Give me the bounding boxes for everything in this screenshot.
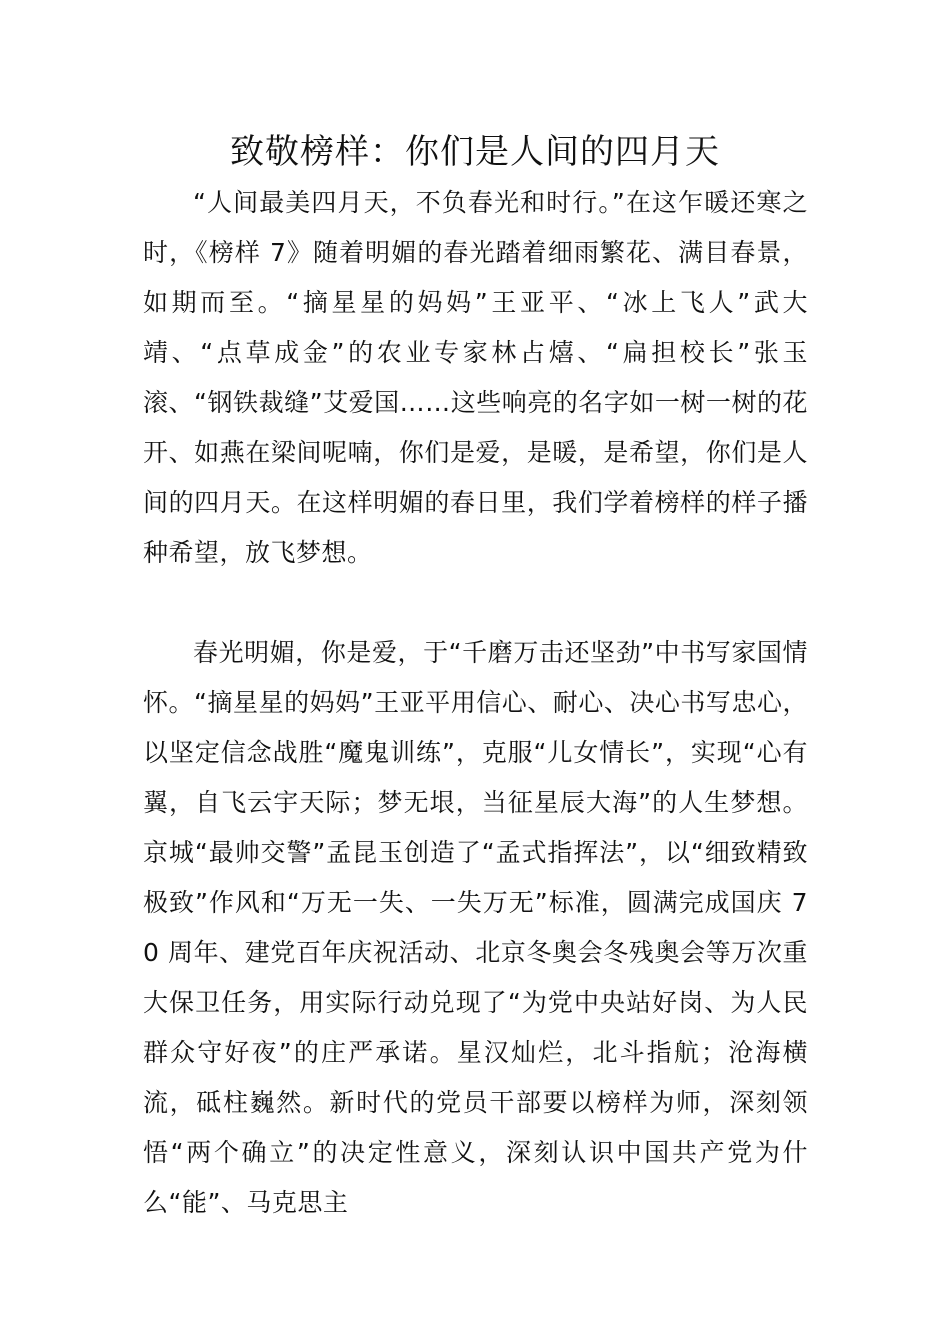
document-title: 致敬榜样：你们是人间的四月天 xyxy=(230,132,720,172)
paragraph-2: 春光明媚，你是爱，于“千磨万击还坚劲”中书写家国情怀。“摘星星的妈妈”王亚平用信心、耐心、决心书写忠心，以坚定信念战胜“魔鬼训练”，克服“儿女情长”，实现“心有翼，自飞云宇天际；梦无垠，当征星辰大海”的人生梦想。京城“最帅交警”孟昆玉创造了“孟式指挥法”，以“细致精致极致”作风和“万无一失、一失万无”标准，圆满完成国庆 70 周年、建党百年庆祝活动、北京冬奥会冬残奥会等万次重大保卫任务，用实际行动兑现了“为党中央站好岗、为人民群众守好夜”的庄严承诺。星汉灿烂，北斗指航；沧海横流，砥柱巍然。新时代的党员干部要以榜样为师，深刻领悟“两个确立”的决定性意义，深刻认识中国共产党为什么“能”、马克思主 xyxy=(143,638,808,1217)
paragraph-1: “人间最美四月天，不负春光和时行。”在这乍暖还寒之时，《榜样 7》随着明媚的春光踏着细雨繁花、满目春景，如期而至。“摘星星的妈妈”王亚平、“冰上飞人”武大靖、“点草成金”的农业专家林占熺、“扁担校长”张玉滚、“钢铁裁缝”艾爱国……这些响亮的名字如一树一树的花开、如燕在梁间呢喃，你们是爱，是暖，是希望，你们是人间的四月天。在这样明媚的春日里，我们学着榜样的样子播种希望，放飞梦想。 xyxy=(143,188,808,567)
